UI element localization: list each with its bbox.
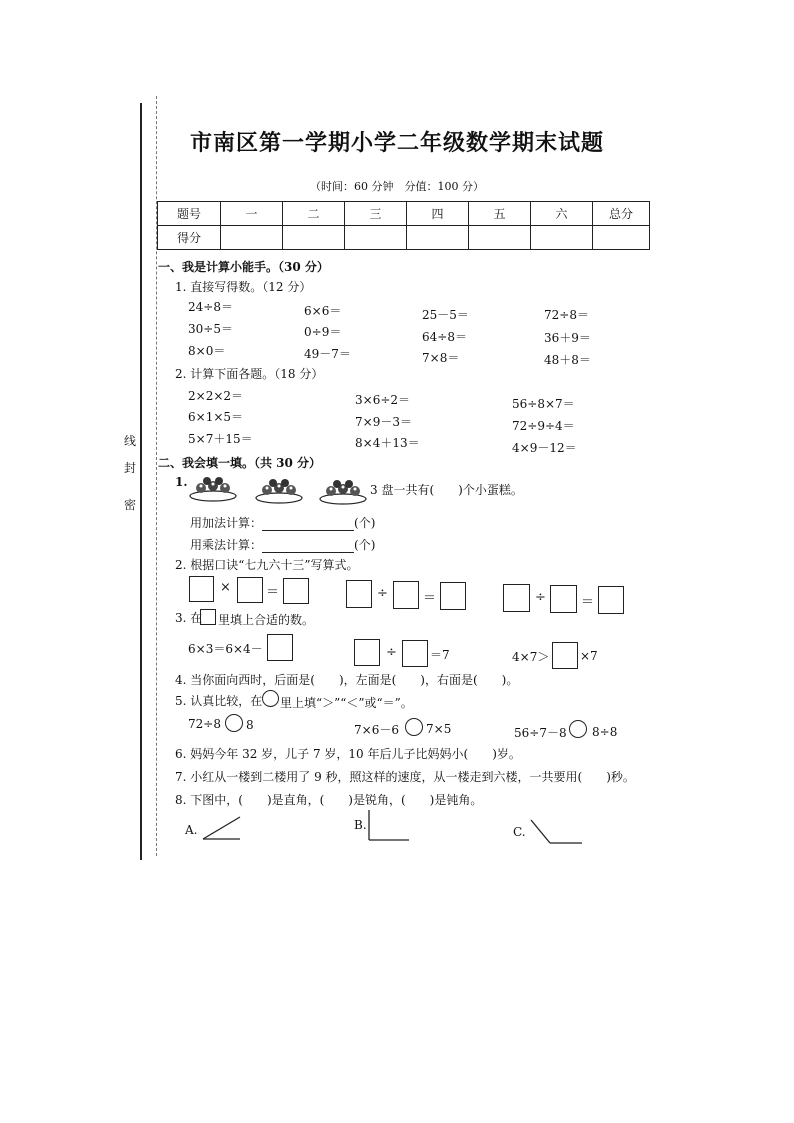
compare-right: 8 xyxy=(246,718,254,732)
operator: ＝ xyxy=(266,585,280,600)
calc-item: 7×8＝ xyxy=(422,351,460,365)
compare-circle[interactable] xyxy=(225,714,243,732)
calc-item: 30÷5＝ xyxy=(188,322,233,336)
add-answer-line[interactable] xyxy=(262,518,354,531)
add-label: 用加法计算： xyxy=(190,516,263,530)
calc-item: 25－5＝ xyxy=(422,308,469,322)
compare-circle[interactable] xyxy=(569,720,587,738)
page-title: 市南区第一学期小学二年级数学期末试题 xyxy=(189,131,604,156)
answer-box[interactable] xyxy=(550,585,577,613)
section1-heading: 一、我是计算小能手。（30 分） xyxy=(158,260,329,274)
calc-item: 48＋8＝ xyxy=(544,353,591,367)
angle-label-b: B. xyxy=(354,818,367,832)
calc-item: 2×2×2＝ xyxy=(188,389,244,403)
q3-expr1: 6×3＝6×4－ xyxy=(188,642,263,656)
section2-heading: 二、我会填一填。（共 30 分） xyxy=(158,456,322,470)
margin-label-xian: 线 xyxy=(124,434,137,448)
operator: ＝ xyxy=(423,591,437,606)
section2-q1-num: 1. xyxy=(175,475,188,489)
q3-expr3-a: 4×7＞ xyxy=(512,650,550,664)
section1-q2-label: 2. 计算下面各题。（18 分） xyxy=(175,367,324,381)
calc-item: 56÷8×7＝ xyxy=(512,397,575,411)
cake-plate-icon xyxy=(188,474,238,504)
section2-q5-label-b: 里上填“＞”“＜”或“＝”。 xyxy=(280,696,413,710)
answer-box[interactable] xyxy=(598,586,624,614)
score-cell[interactable] xyxy=(531,226,593,250)
operator: ＝ xyxy=(581,595,595,610)
operator: ÷ xyxy=(535,590,546,605)
circle-icon xyxy=(262,690,279,707)
section2-q4: 4. 当你面向西时，后面是( )，左面是( )，右面是( )。 xyxy=(175,673,519,687)
margin-label-mi: 密 xyxy=(124,498,137,512)
section2-q2-label: 2. 根据口诀“七九六十三”写算式。 xyxy=(175,558,359,572)
section2-q6: 6. 妈妈今年 32 岁，儿子 7 岁，10 年后儿子比妈妈小( )岁。 xyxy=(175,747,521,761)
mul-answer-line[interactable] xyxy=(262,540,354,553)
score-cell[interactable] xyxy=(407,226,469,250)
compare-left: 7×6－6 xyxy=(354,723,399,737)
calc-item: 5×7＋15＝ xyxy=(188,432,253,446)
score-table xyxy=(157,201,650,250)
calc-item: 3×6÷2＝ xyxy=(355,393,411,407)
answer-box[interactable] xyxy=(267,634,293,661)
section2-q5-label-a: 5. 认真比较，在 xyxy=(175,694,263,708)
section2-q8: 8. 下图中，( )是直角，( )是锐角，( )是钝角。 xyxy=(175,793,483,807)
operator: ÷ xyxy=(377,586,388,601)
section2-q7: 7. 小红从一楼到二楼用了 9 秒，照这样的速度，从一楼走到六楼，一共要用( )秒。 xyxy=(175,770,635,784)
compare-left: 72÷8 xyxy=(188,717,221,731)
score-header-cell: 三 xyxy=(345,202,407,226)
calc-item: 72÷8＝ xyxy=(544,308,589,322)
compare-right: 8÷8 xyxy=(592,725,618,739)
angle-label-c: C. xyxy=(513,825,526,839)
calc-item: 0÷9＝ xyxy=(304,325,342,339)
score-cell[interactable] xyxy=(469,226,531,250)
q3-expr3-b: ×7 xyxy=(580,649,598,663)
operator: × xyxy=(220,580,231,595)
page-subtitle: （时间：60 分钟 分值：100 分） xyxy=(310,180,484,193)
binding-margin-line xyxy=(140,103,142,860)
score-table-score-row xyxy=(158,226,650,250)
cake-plate-icon xyxy=(254,476,304,506)
score-table-header-row xyxy=(158,202,650,226)
score-cell[interactable] xyxy=(593,226,650,250)
small-box-icon xyxy=(200,609,216,625)
score-cell[interactable] xyxy=(283,226,345,250)
score-row-label: 得分 xyxy=(158,226,221,250)
answer-box[interactable] xyxy=(503,584,530,612)
score-header-cell: 总分 xyxy=(593,202,650,226)
mul-unit: (个) xyxy=(354,538,376,552)
score-cell[interactable] xyxy=(345,226,407,250)
obtuse-angle-icon xyxy=(528,817,584,847)
answer-box[interactable] xyxy=(283,578,309,604)
section1-q1-label: 1. 直接写得数。（12 分） xyxy=(175,280,312,294)
calc-item: 6×1×5＝ xyxy=(188,410,244,424)
calc-item: 72÷9÷4＝ xyxy=(512,419,575,433)
score-header-cell: 五 xyxy=(469,202,531,226)
calc-item: 8×0＝ xyxy=(188,344,226,358)
score-header-cell: 一 xyxy=(221,202,283,226)
compare-circle[interactable] xyxy=(405,718,423,736)
answer-box[interactable] xyxy=(440,582,466,610)
cake-plate-icon xyxy=(318,477,368,507)
calc-item: 4×9－12＝ xyxy=(512,441,577,455)
answer-box[interactable] xyxy=(393,581,419,609)
answer-box[interactable] xyxy=(189,576,214,602)
section2-q1-mul-row xyxy=(190,536,375,553)
angle-label-a: A. xyxy=(185,823,198,837)
section2-q3-label-a: 3. 在 xyxy=(175,611,203,625)
calc-item: 36＋9＝ xyxy=(544,331,591,345)
mul-label: 用乘法计算： xyxy=(190,538,263,552)
margin-label-feng: 封 xyxy=(124,461,137,475)
answer-box[interactable] xyxy=(354,639,380,666)
acute-angle-icon xyxy=(200,815,244,843)
score-cell[interactable] xyxy=(221,226,283,250)
answer-box[interactable] xyxy=(237,577,263,603)
score-header-cell: 题号 xyxy=(158,202,221,226)
add-unit: (个) xyxy=(354,516,376,530)
answer-box[interactable] xyxy=(346,580,372,608)
calc-item: 49－7＝ xyxy=(304,347,351,361)
answer-box[interactable] xyxy=(552,642,578,669)
calc-item: 6×6＝ xyxy=(304,304,342,318)
q3-expr2-end: ＝7 xyxy=(430,648,450,662)
calc-item: 8×4＋13＝ xyxy=(355,436,420,450)
operator: ÷ xyxy=(386,645,397,660)
section2-q1-text: 3 盘一共有( )个小蛋糕。 xyxy=(370,483,523,497)
answer-box[interactable] xyxy=(402,640,428,667)
right-angle-icon xyxy=(365,808,411,844)
calc-item: 7×9－3＝ xyxy=(355,415,412,429)
score-header-cell: 二 xyxy=(283,202,345,226)
score-header-cell: 六 xyxy=(531,202,593,226)
calc-item: 64÷8＝ xyxy=(422,330,467,344)
section2-q3-label-b: 里填上合适的数。 xyxy=(218,613,315,627)
score-header-cell: 四 xyxy=(407,202,469,226)
calc-item: 24÷8＝ xyxy=(188,300,233,314)
compare-left: 56÷7－8 xyxy=(514,726,567,740)
section2-q1-add-row xyxy=(190,514,375,531)
compare-right: 7×5 xyxy=(426,722,452,736)
